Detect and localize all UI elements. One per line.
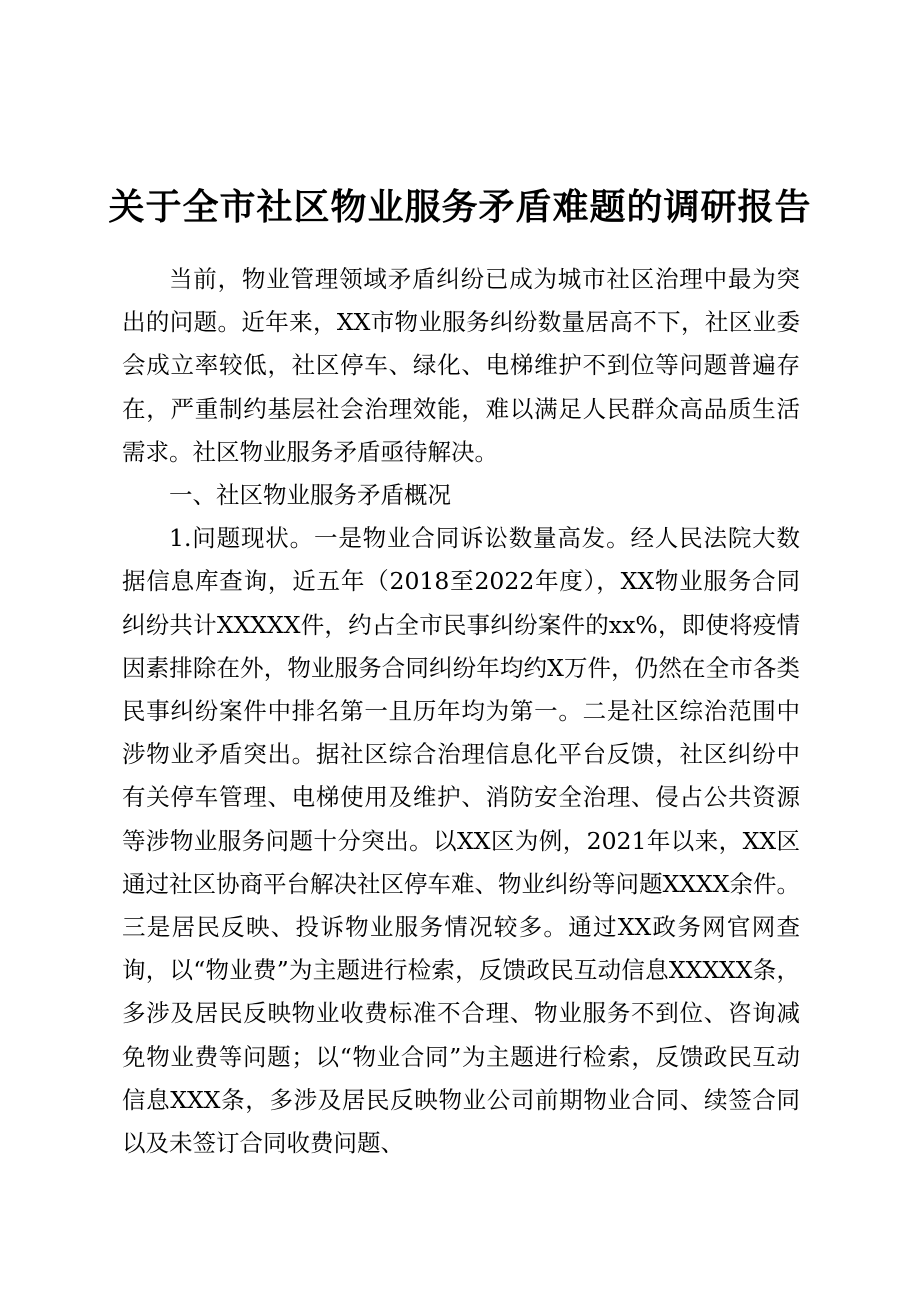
problem-status-paragraph: 1.问题现状。一是物业合同诉讼数量高发。经人民法院大数据信息库查询，近五年（2018至2022年度），XX物业服务合同纠纷共计XXXXX件，约占全市民事纠纷案件的xx%，即使将疫情因素排除在外，物业服务合同纠纷年均约X万件，仍然在全市各类民事纠纷案件中排名第一且历年均为第一。二是社区综治范围中涉物业矛盾突出。据社区综合治理信息化平台反馈，社区纠纷中有关停车管理、电梯使用及维护、消防安全治理、侵占公共资源等涉物业服务问题十分突出。以XX区为例，2021年以来，XX区通过社区协商平台解决社区停车难、物业纠纷等问题XXXX余件。三是居民反映、投诉物业服务情况较多。通过XX政务网官网查询，以“物业费”为主题进行检索，反馈政民互动信息XXXXX条，多涉及居民反映物业收费标准不合理、物业服务不到位、咨询减免物业费等问题；以“物业合同”为主题进行检索，反馈政民互动信息XXX条，多涉及居民反映物业公司前期物业合同、续签合同以及未签订合同收费问题、 [122,524,800,1158]
section-heading: 一、社区物业服务矛盾概况 [169,481,451,510]
document-body [122,258,800,1165]
document-title: 关于全市社区物业服务矛盾难题的调研报告 [108,187,812,228]
intro-paragraph: 当前，物业管理领域矛盾纠纷已成为城市社区治理中最为突出的问题。近年来，XX市物业服务纠纷数量居高不下，社区业委会成立率较低，社区停车、绿化、电梯维护不到位等问题普遍存在，严重制约基层社会治理效能，难以满足人民群众高品质生活需求。社区物业服务矛盾亟待解决。 [122,265,800,466]
